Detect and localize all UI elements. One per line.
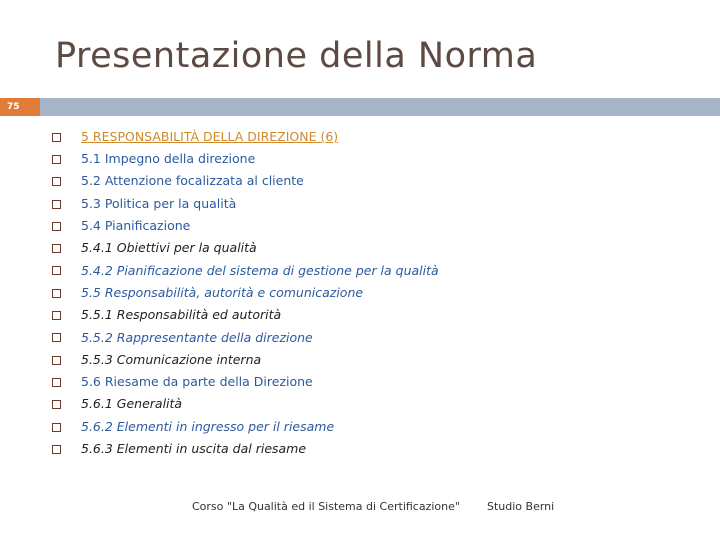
list-item <box>52 438 692 460</box>
slide-title: Presentazione della Norma <box>55 36 538 76</box>
list-item-text: 5.5.3 Comunicazione interna <box>81 351 262 367</box>
list-item <box>52 215 692 237</box>
square-bullet-icon <box>52 333 61 342</box>
list-item <box>52 237 692 259</box>
square-bullet-icon <box>52 155 61 164</box>
list-item <box>52 416 692 438</box>
footer-studio: Studio Berni <box>487 500 555 513</box>
list-item-text: 5.4.1 Obiettivi per la qualità <box>81 240 257 256</box>
header-bar <box>40 98 720 116</box>
bullet-list <box>52 126 692 460</box>
list-item-text: 5.5.1 Responsabilità ed autorità <box>81 307 282 323</box>
list-item-text: 5.4 Pianificazione <box>81 218 191 234</box>
square-bullet-icon <box>52 423 61 432</box>
list-item <box>52 171 692 193</box>
list-item <box>52 304 692 326</box>
square-bullet-icon <box>52 222 61 231</box>
square-bullet-icon <box>52 266 61 275</box>
square-bullet-icon <box>52 378 61 387</box>
list-item-text: 5.6.3 Elementi in uscita dal riesame <box>81 441 307 457</box>
list-item <box>52 193 692 215</box>
list-item-text: 5.1 Impegno della direzione <box>81 151 256 167</box>
square-bullet-icon <box>52 289 61 298</box>
list-item-text: 5.6.1 Generalità <box>81 396 183 412</box>
page-number: 75 <box>0 98 40 116</box>
list-item-text: 5.3 Politica per la qualità <box>81 195 237 211</box>
square-bullet-icon <box>52 400 61 409</box>
square-bullet-icon <box>52 311 61 320</box>
list-item <box>52 349 692 371</box>
list-item <box>52 260 692 282</box>
footer-course: Corso "La Qualità ed il Sistema di Certificazione" <box>192 500 460 513</box>
list-item <box>52 126 692 148</box>
list-item-text: 5.5.2 Rappresentante della direzione <box>81 329 313 345</box>
square-bullet-icon <box>52 133 61 142</box>
list-item <box>52 371 692 393</box>
list-item-text: 5.6 Riesame da parte della Direzione <box>81 374 313 390</box>
list-item-text[interactable]: 5 RESPONSABILITÀ DELLA DIREZIONE (6) <box>81 128 339 144</box>
list-item-text: 5.6.2 Elementi in ingresso per il riesame <box>81 418 335 434</box>
square-bullet-icon <box>52 177 61 186</box>
list-item-text: 5.2 Attenzione focalizzata al cliente <box>81 173 304 189</box>
list-item <box>52 327 692 349</box>
list-item <box>52 394 692 416</box>
list-item-text: 5.4.2 Pianificazione del sistema di gestione per la qualità <box>81 262 439 278</box>
square-bullet-icon <box>52 200 61 209</box>
list-item <box>52 148 692 170</box>
list-item-text: 5.5 Responsabilità, autorità e comunicazione <box>81 284 364 300</box>
square-bullet-icon <box>52 244 61 253</box>
list-item <box>52 282 692 304</box>
square-bullet-icon <box>52 445 61 454</box>
square-bullet-icon <box>52 356 61 365</box>
